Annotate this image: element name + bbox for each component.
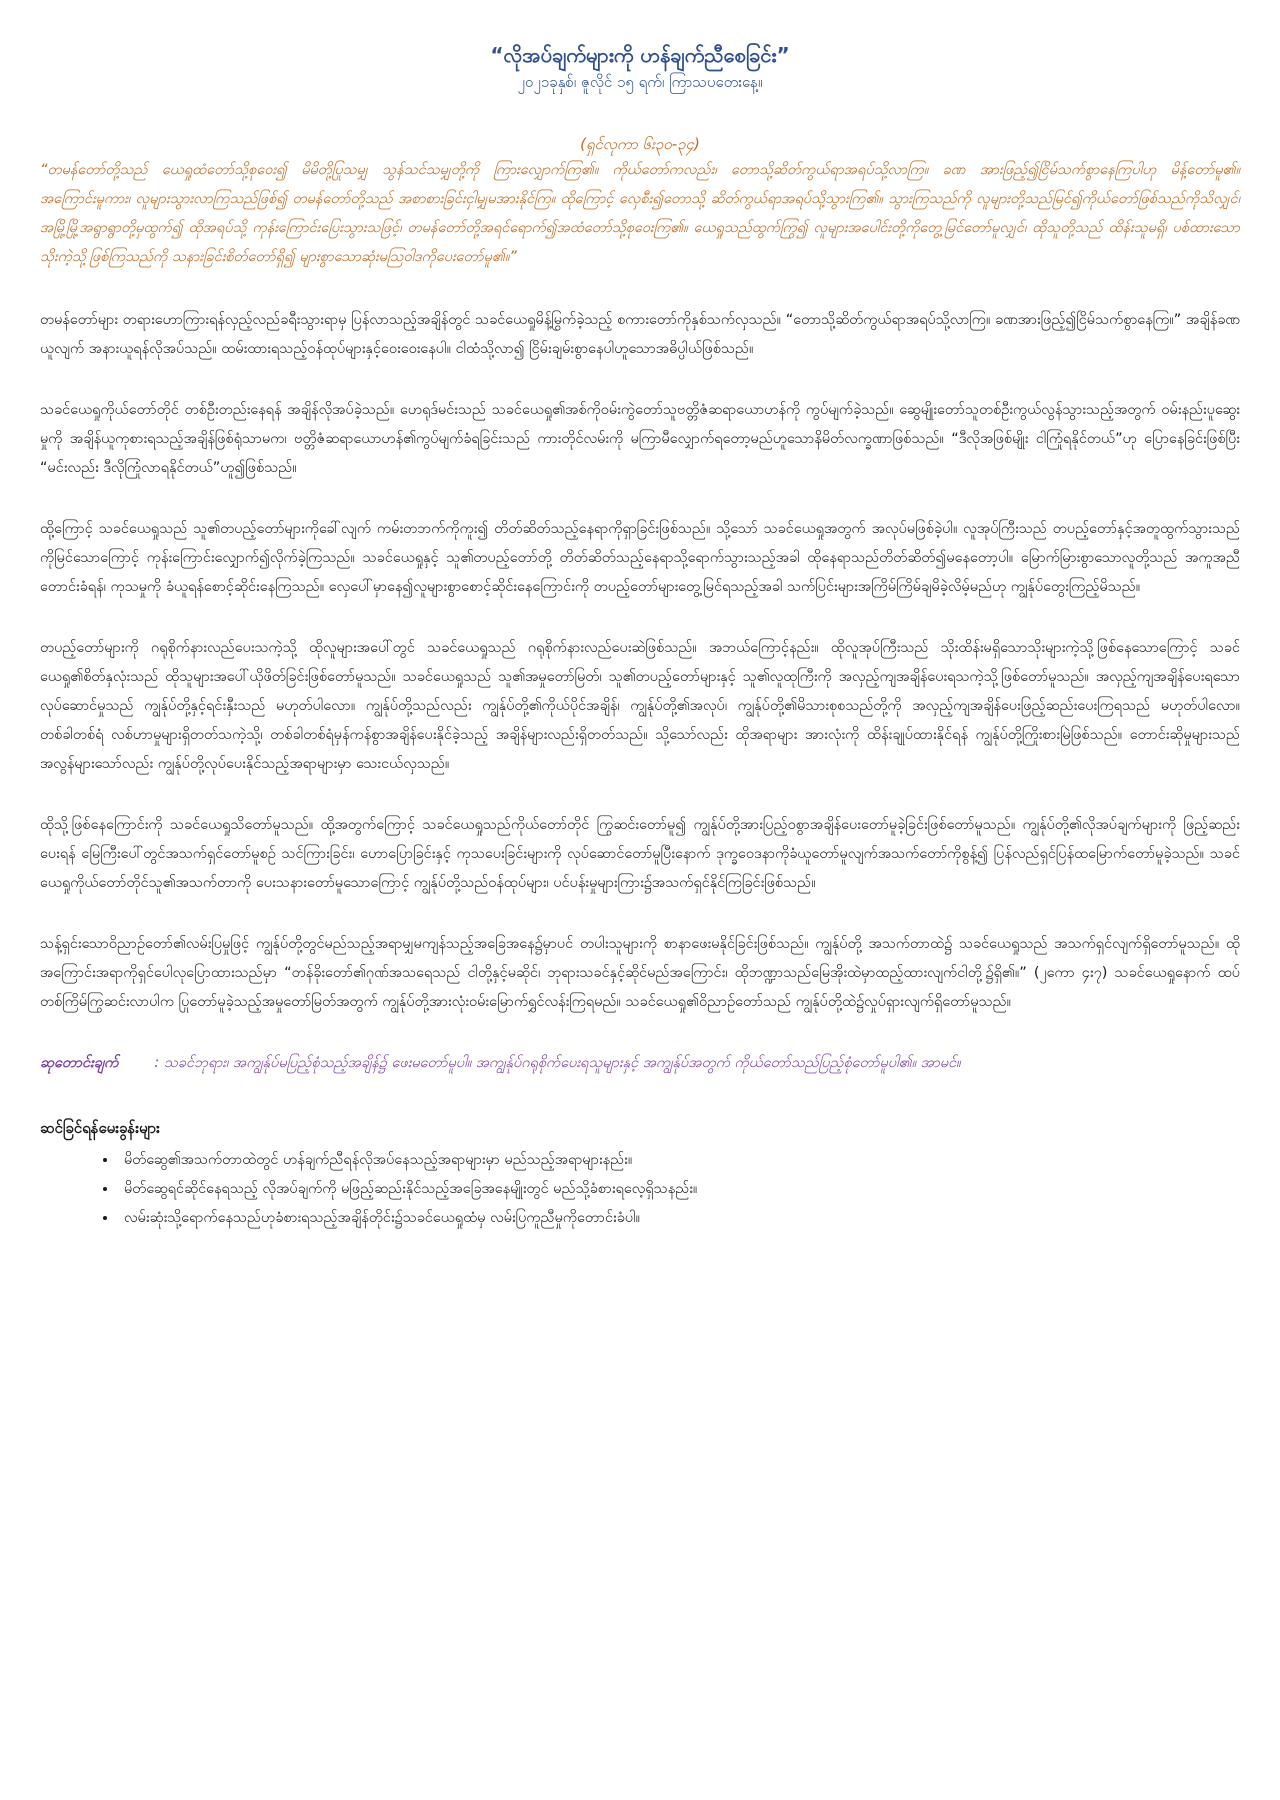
list-item: • မိတ်ဆွေ၏အသက်တာထဲတွင် ဟန်ချက်ညီရန်လိုအပ်နေသည့်အရာများမှာ မည်သည့်အရာများနည်း။: [118, 1146, 1240, 1175]
page-title: “လိုအပ်ချက်များကို ဟန်ချက်ညီစေခြင်း”: [490, 43, 790, 67]
body-paragraph: ထို့ကြောင့် သခင်ယေရှုသည် သူ၏တပည့်တော်များကိုခေါ်လျက် ကမ်းတဘက်ကိုကူး၍ တိတ်ဆိတ်သည့်နေရာကိုရှာခြင်းဖြစ်သည်။ သို့သော် သခင်ယေရှုအတွက် အလုပ်မဖြစ်ခဲ့ပါ။ လူအုပ်ကြီးသည် တပည့်တော်နှင့်အတူထွက်သွားသည်ကိုမြင်သောကြောင့် ကုန်းကြောင်းလျှောက်၍လိုက်ခဲ့ကြသည်။ သခင်ယေရှုနှင့် သူ၏တပည့်တော်တို့ တိတ်ဆိတ်သည့်နေရာသို့ရောက်သွားသည့်အခါ ထိုနေရာသည်တိတ်ဆိတ်၍မနေတော့ပါ။ မြောက်မြားစွာသောလူတို့သည် အကူအညီတောင်းခံရန်၊ ကုသမှုကို ခံယူရန်စောင့်ဆိုင်းနေကြသည်။ လှေပေါ်မှာနေ၍လူများစွာစောင့်ဆိုင်းနေကြောင်းကို တပည့်တော်များတွေ့မြင်ရသည့်အခါ သက်ပြင်းများအကြိမ်ကြိမ်ချမိခဲ့လိမ့်မည်ဟု ကျွန်ုပ်တွေးကြည့်မိသည်။: [40, 521, 1240, 595]
questions-title: ဆင်ခြင်ရန်မေးခွန်းများ: [40, 1119, 160, 1137]
body-paragraph: တမန်တော်များ တရားဟောကြားရန်လှည့်လည်ခရီးသွားရာမှ ပြန်လာသည့်အချိန်တွင် သခင်ယေရှုမိန့်မြွက်ခဲ့သည့် စကားတော်ကိုနှစ်သက်လှသည်။ “တောသို့ဆိတ်ကွယ်ရာအရပ်သို့လာကြ။ ခဏအားဖြည့်၍ငြိမ်သက်စွာနေကြ။” အချိန်ခဏယူလျက် အနားယူရန်လိုအပ်သည်။ ထမ်းထားရသည့်ဝန်ထုပ်များနှင့်ဝေးဝေးနေပါ။ ငါထံသို့လာ၍ ငြိမ်းချမ်းစွာနေပါဟူသောအဓိပ္ပါယ်ဖြစ်သည်။: [40, 312, 1240, 357]
devotional-page: [40, 40, 1240, 1233]
scripture-reference: (ရှင်လုကာ ၆း၃၀-၃၄): [580, 135, 700, 153]
page-date: ၂၀၂၁ခုနှစ်၊ ဇူလိုင် ၁၅ ရက်၊ ကြာသပတေးနေ့။: [517, 73, 763, 91]
scripture-quote: “တမန်တော်တို့သည် ယေရှုထံတော်သို့စုဝေး၍ မိမိတို့ပြုသမျှ သွန်သင်သမျှတို့ကို ကြားလျှောက်ကြ၏။ ကိုယ်တော်ကလည်း၊ တောသို့ဆိတ်ကွယ်ရာအရပ်သို့လာကြ။ ခဏ အားဖြည့်၍ငြိမ်သက်စွာနေကြပါဟု မိန့်တော်မူ၏။ အကြောင်းမူကား၊ လူများသွားလာကြသည်ဖြစ်၍ တမန်တော်တို့သည် အစာစားခြင်းငှါမျှမအားနိုင်ကြ။ ထိုကြောင့် လှေစီး၍တောသို့ ဆိတ်ကွယ်ရာအရပ်သို့သွားကြ၏။ သွားကြသည်ကို လူများတို့သည်မြင်၍ကိုယ်တော်ဖြစ်သည်ကိုသိလျှင်၊ အမြို့မြို့အရွာရွာတို့မှထွက်၍ ထိုအရပ်သို့ ကုန်းကြောင်းပြေးသွားသဖြင့်၊ တမန်တော်တို့အရင်ရောက်၍အထံတော်သို့စုဝေးကြ၏။ ယေရှုသည်ထွက်ကြွ၍ လူများအပေါင်းတို့ကိုတွေ့မြင်တော်မူလျှင်၊ ထိုသူတို့သည် ထိန်းသူမရှိ၊ ပစ်ထားသောသိုးကဲ့သို့ဖြစ်ကြသည်ကို သနားခြင်းစိတ်တော်ရှိ၍ များစွာသောဆုံးမသြဝါဒကိုပေးတော်မူ၏။”: [40, 162, 1240, 265]
list-item: • မိတ်ဆွေရင်ဆိုင်နေရသည့် လိုအပ်ချက်ကို မဖြည့်ဆည်းနိုင်သည့်အခြေအနေမျိုးတွင် မည်သို့ခံစားရလေ့ရှိသနည်း။: [118, 1175, 1240, 1204]
prayer-text: : သခင်ဘုရား၊ အကျွန်ုပ်မပြည့်စုံသည့်အချိန်၌ ဖေးမတော်မူပါ။ အကျွန်ုပ်ဂရုစိုက်ပေးရသူများနှင့် အကျွန်ုပ်အတွက် ကိုယ်တော်သည်ပြည့်စုံတော်မူပါ၏။ အာမင်။: [154, 1055, 961, 1071]
body-paragraph: ထိုသို့ဖြစ်နေကြောင်းကို သခင်ယေရှုသိတော်မူသည်။ ထို့အတွက်ကြောင့် သခင်ယေရှုသည်ကိုယ်တော်တိုင် ကြွဆင်းတော်မူ၍ ကျွန်ုပ်တို့အားပြည့်ဝစွာအချိန်ပေးတော်မူခဲ့ခြင်းဖြစ်တော်မူသည်။ ကျွန်ုပ်တို့၏လိုအပ်ချက်များကို ဖြည့်ဆည်းပေးရန် မြေကြီးပေါ်တွင်အသက်ရှင်တော်မူစဉ် သင်ကြားခြင်း၊ ဟောပြောခြင်းနှင့် ကုသပေးခြင်းများကို လုပ်ဆောင်တော်မူပြီးနောက် ဒုက္ခဝေဒနာကိုခံယူတော်မူလျက်အသက်တော်ကိုစွန့်၍ ပြန်လည်ရှင်ပြန်ထမြောက်တော်မူခဲ့သည်။ သခင်ယေရှုကိုယ်တော်တိုင်သူ၏အသက်တာကို ပေးသနားတော်မူသောကြောင့် ကျွန်ုပ်တို့သည်ဝန်ထုပ်များ၊ ပင်ပန်းမှုများကြား၌အသက်ရှင်နိုင်ကြခြင်းဖြစ်သည်။: [40, 817, 1240, 891]
prayer-label: ဆုတောင်းချက်: [40, 1055, 119, 1071]
body-paragraph: သခင်ယေရှုကိုယ်တော်တိုင် တစ်ဦးတည်းနေရန် အချိန်လိုအပ်ခဲ့သည်။ ဟေရုဒ်မင်းသည် သခင်ယေရှု၏အစ်ကိုဝမ်းကွဲတော်သူဗတ္တိဇံဆရာယောဟန်ကို ကွပ်မျက်ခဲ့သည်။ ဆွေမျိုးတော်သူတစ်ဦးကွယ်လွန်သွားသည့်အတွက် ဝမ်းနည်းပူဆွေးမှုကို အချိန်ယူကုစားရသည့်အချိန်ဖြစ်ရုံသာမက၊ ဗတ္တိဇံဆရာယောဟန်၏ကွပ်မျက်ခံရခြင်းသည် ကားတိုင်လမ်းကို မကြာမီလျှောက်ရတော့မည်ဟူသောနိမိတ်လက္ခဏာဖြစ်သည်။ “ဒီလိုအဖြစ်မျိုး ငါကြုံရနိုင်တယ်”ဟု ပြောနေခြင်းဖြစ်ပြီး “မင်းလည်း ဒီလိုကြုံလာရနိုင်တယ်”ဟူ၍ဖြစ်သည်။: [40, 402, 1240, 476]
body-paragraph: တပည့်တော်များကို ဂရုစိုက်နားလည်ပေးသကဲ့သို့ ထိုလူများအပေါ်တွင် သခင်ယေရှုသည် ဂရုစိုက်နားလည်ပေးဆဲဖြစ်သည်။ အဘယ်ကြောင့်နည်း။ ထိုလူအုပ်ကြီးသည် သိုးထိန်းမရှိသောသိုးများကဲ့သို့ဖြစ်နေသောကြောင့် သခင်ယေရှု၏စိတ်နှလုံးသည် ထိုသူများအပေါ်ယိုဖိတ်ခြင်းဖြစ်တော်မူသည်။ သခင်ယေရှုသည် သူ၏အမှုတော်မြတ်၊ သူ၏တပည့်တော်များနှင့် သူ၏လူထုကြီးကို အလှည့်ကျအချိန်ပေးရသကဲ့သို့ဖြစ်တော်မူသည်။ အလှည့်ကျအချိန်ပေးရသောလုပ်ဆောင်မှုသည် ကျွန်ုပ်တို့နှင့်ရင်းနှီးသည် မဟုတ်ပါလော။ ကျွန်ုပ်တို့သည်လည်း ကျွန်ုပ်တို့၏ကိုယ်ပိုင်အချိန်၊ ကျွန်ုပ်တို့၏အလုပ်၊ ကျွန်ုပ်တို့၏မိသားစုစသည်တို့ကို အလှည့်ကျအချိန်ပေးဖြည့်ဆည်းပေးကြရသည် မဟုတ်ပါလော။ တစ်ခါတစ်ရံ လစ်ဟာမှုများရှိတတ်သကဲ့သို့၊ တစ်ခါတစ်ရံမှန်ကန်စွာအချိန်ပေးနိုင်ခဲ့သည့် အချိန်များလည်းရှိတတ်သည်။ သို့သော်လည်း ထိုအရာများ အားလုံးကို ထိန်းချုပ်ထားနိုင်ရန် ကျွန်ုပ်တို့ကြိုးစားမြဲဖြစ်သည်။ တောင်းဆိုမှုများသည် အလွန်များသော်လည်း ကျွန်ုပ်တို့လုပ်ပေးနိုင်သည့်အရာများမှာ သေးငယ်လှသည်။: [40, 640, 1240, 772]
body-paragraph: သန့်ရှင်းသောဝိညာဉ်တော်၏လမ်းပြမှုဖြင့် ကျွန်ုပ်တို့တွင်မည်သည့်အရာမျှမကျန်သည့်အခြေအနေ၌မှာပင် တပါးသူများကို စာနာဖေးမနိုင်ခြင်းဖြစ်သည်။ ကျွန်ုပ်တို့ အသက်တာထဲ၌ သခင်ယေရှုသည် အသက်ရှင်လျက်ရှိတော်မူသည်။ ထိုအကြောင်းအရာကိုရှင်ပေါလုပြောထားသည်မှာ “တန်ခိုးတော်၏ဂုဏ်အသရေသည် ငါတို့နှင့်မဆိုင်၊ ဘုရားသခင်နှင့်ဆိုင်မည်အကြောင်း၊ ထိုဘဏ္ဍာသည်မြေအိုးထဲမှာထည့်ထားလျက်ငါတို့၌ရှိ၏။” (၂ကော ၄း၇) သခင်ယေရှုနောက် ထပ်တစ်ကြိမ်ကြွဆင်းလာပါက ပြုတော်မူခဲ့သည့်အမှုတော်မြတ်အတွက် ကျွန်ုပ်တို့အားလုံးဝမ်းမြောက်ရွှင်လန်းကြရမည်။ သခင်ယေရှု၏ဝိညာဉ်တော်သည် ကျွန်ုပ်တို့ထဲ၌လှုပ်ရှားလျက်ရှိတော်မူသည်။: [40, 936, 1240, 1010]
list-item: • လမ်းဆုံးသို့ရောက်နေသည်ဟုခံစားရသည့်အချိန်တိုင်း၌သခင်ယေရှုထံမှ လမ်းပြကူညီမှုကိုတောင်းခံပါ။: [118, 1204, 1240, 1233]
questions-list: [40, 1146, 1240, 1233]
prayer-block: [40, 1049, 1240, 1078]
